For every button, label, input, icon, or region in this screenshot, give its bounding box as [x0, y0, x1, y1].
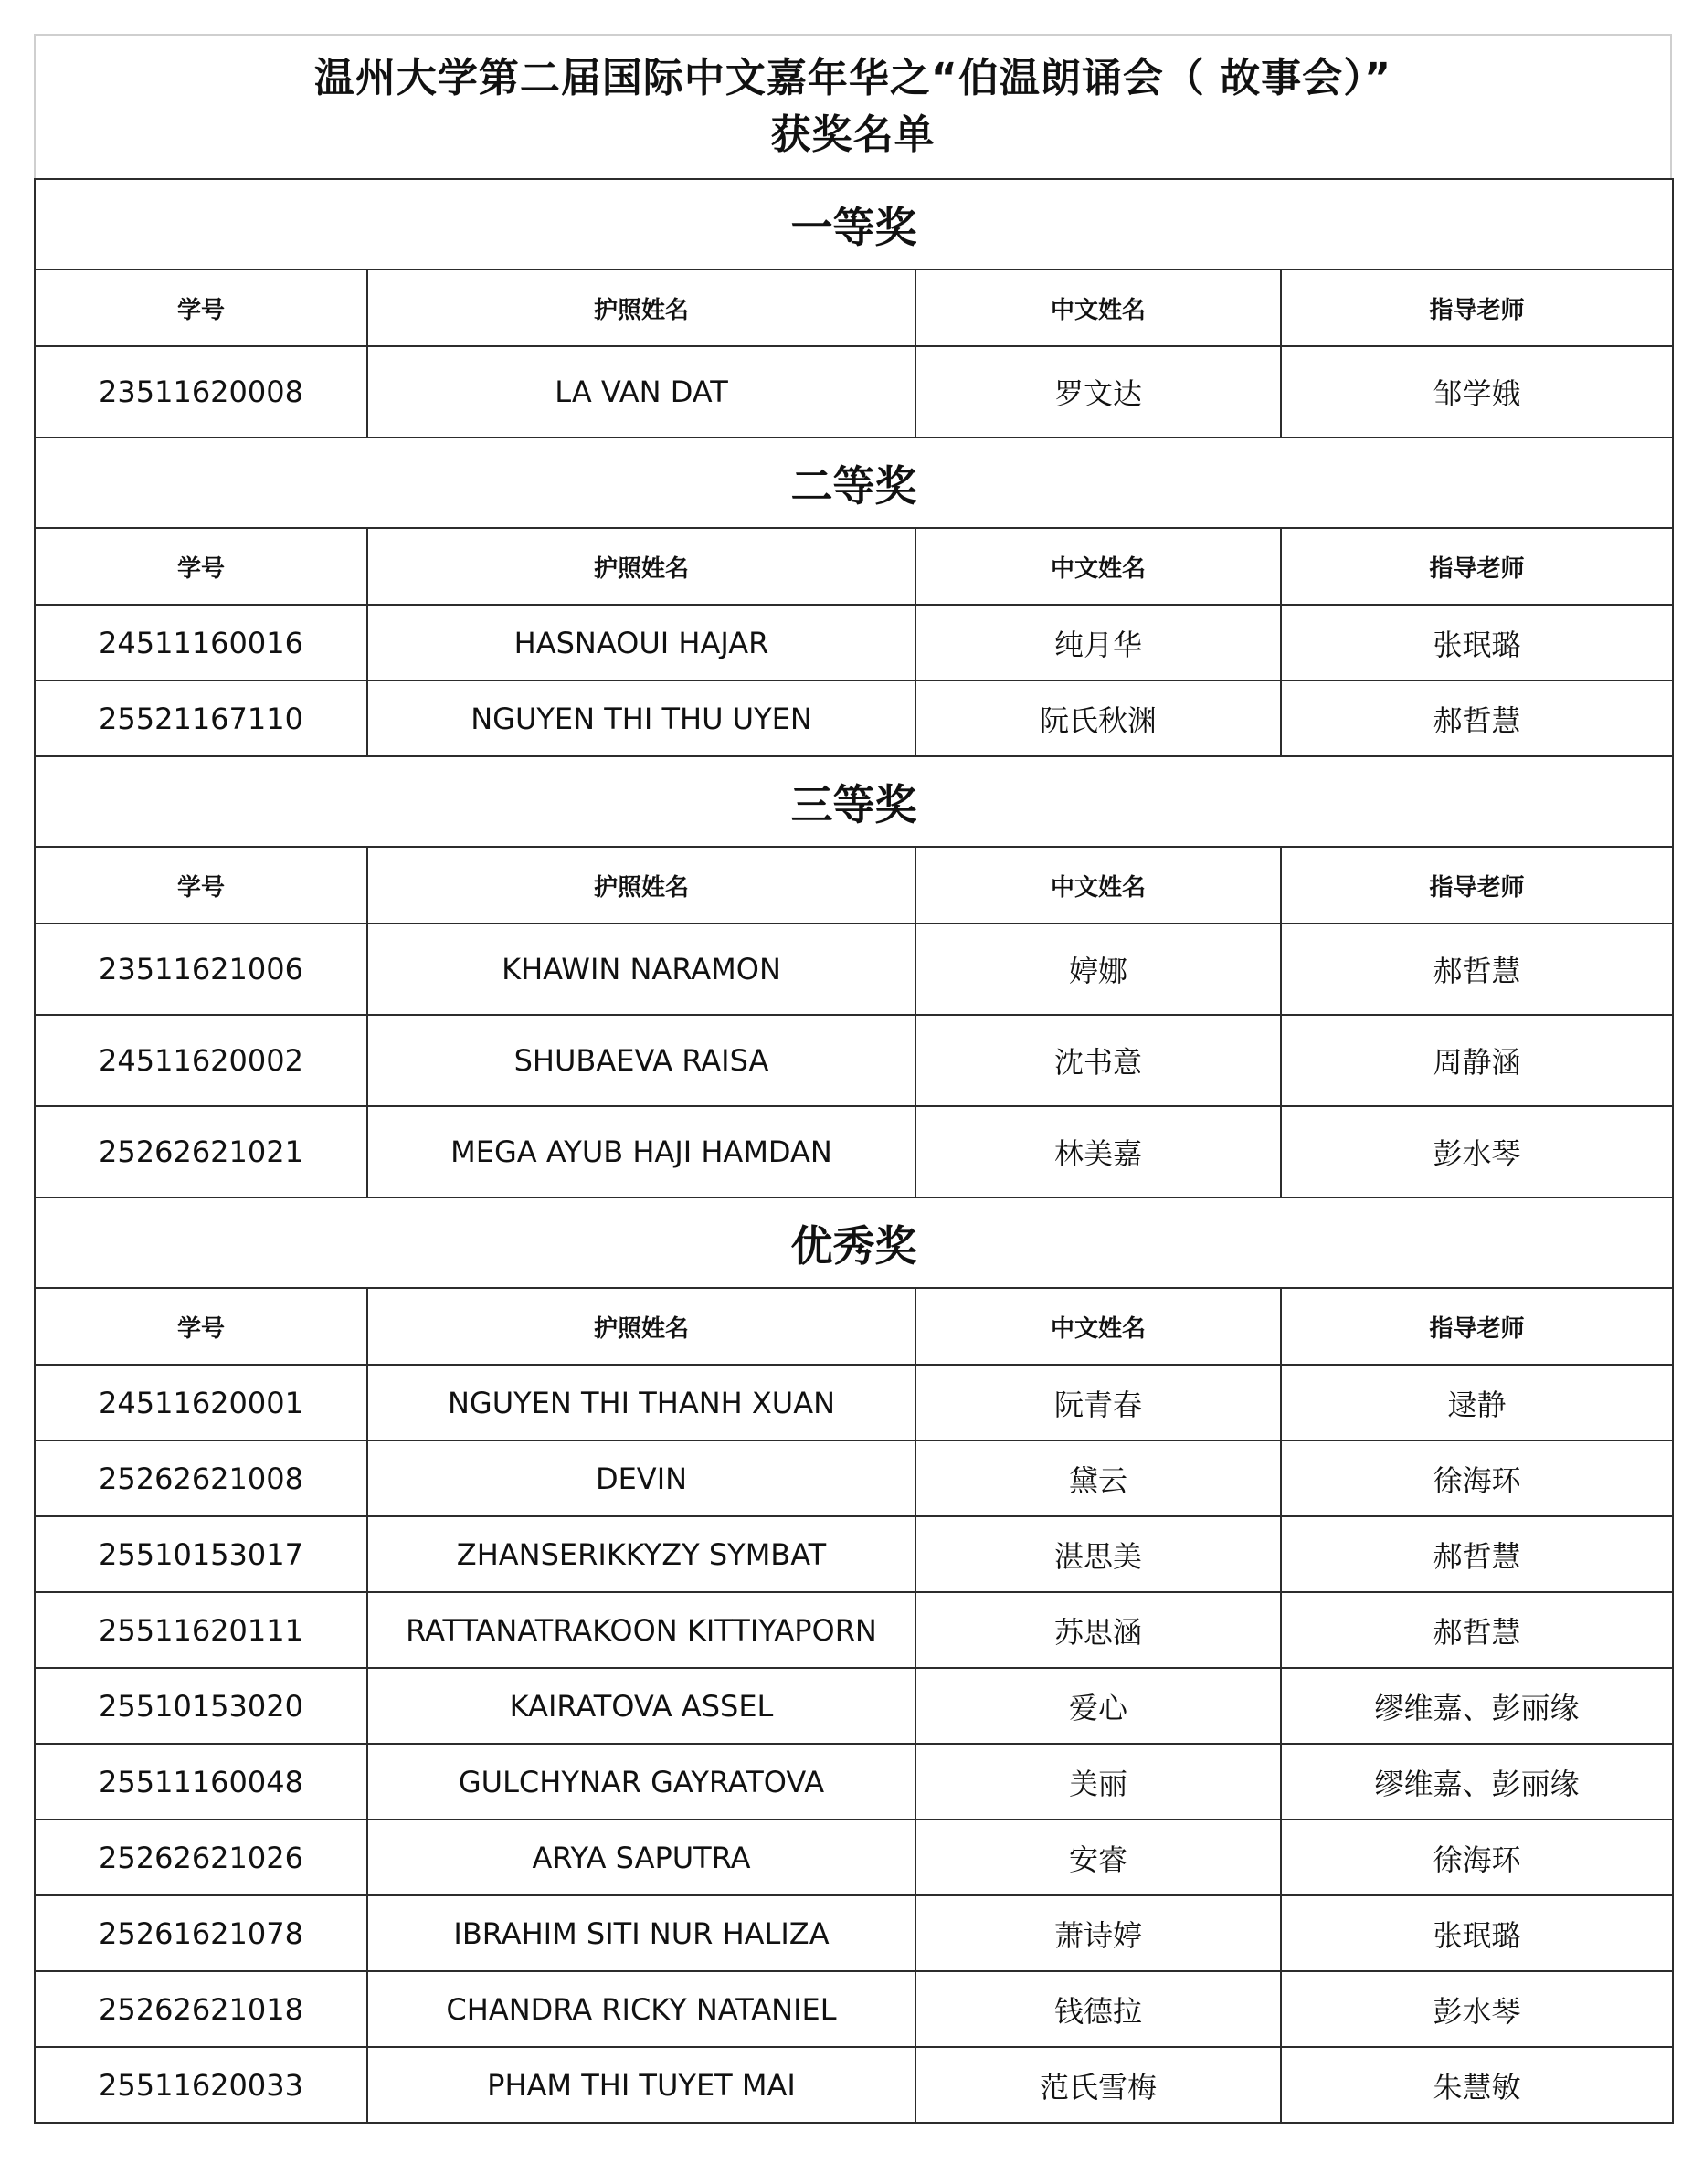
student-id-cell: 25261621078	[35, 1895, 367, 1971]
award-list-sheet	[34, 34, 1672, 2124]
student-id-cell: 23511621006	[35, 923, 367, 1015]
student-id-cell: 24511620002	[35, 1015, 367, 1106]
advisor-cell: 张珉璐	[1281, 605, 1673, 681]
table-row	[35, 1106, 1673, 1198]
award-table	[34, 178, 1674, 2124]
passport-name-cell: CHANDRA RICKY NATANIEL	[367, 1971, 915, 2047]
header-student-id: 学号	[35, 269, 367, 346]
header-student-id: 学号	[35, 1288, 367, 1365]
header-passport-name: 护照姓名	[367, 1288, 915, 1365]
column-header-row	[35, 847, 1673, 923]
header-passport-name: 护照姓名	[367, 847, 915, 923]
student-id-cell: 23511620008	[35, 346, 367, 438]
section-title-row	[35, 438, 1673, 528]
advisor-cell: 郝哲慧	[1281, 923, 1673, 1015]
table-row	[35, 1971, 1673, 2047]
section-title-row	[35, 756, 1673, 847]
advisor-cell: 缪维嘉、彭丽缘	[1281, 1744, 1673, 1820]
header-passport-name: 护照姓名	[367, 269, 915, 346]
student-id-cell: 25521167110	[35, 681, 367, 756]
student-id-cell: 25510153017	[35, 1516, 367, 1592]
student-id-cell: 25510153020	[35, 1668, 367, 1744]
section-title: 二等奖	[35, 438, 1673, 528]
passport-name-cell: DEVIN	[367, 1440, 915, 1516]
passport-name-cell: MEGA AYUB HAJI HAMDAN	[367, 1106, 915, 1198]
passport-name-cell: GULCHYNAR GAYRATOVA	[367, 1744, 915, 1820]
table-row	[35, 2047, 1673, 2123]
passport-name-cell: KHAWIN NARAMON	[367, 923, 915, 1015]
chinese-name-cell: 苏思涵	[915, 1592, 1281, 1668]
passport-name-cell: NGUYEN THI THU UYEN	[367, 681, 915, 756]
section-title: 三等奖	[35, 756, 1673, 847]
section-title: 优秀奖	[35, 1198, 1673, 1288]
student-id-cell: 25511620111	[35, 1592, 367, 1668]
section-title: 一等奖	[35, 179, 1673, 269]
table-row	[35, 923, 1673, 1015]
passport-name-cell: NGUYEN THI THANH XUAN	[367, 1365, 915, 1440]
student-id-cell: 25262621026	[35, 1820, 367, 1895]
student-id-cell: 24511620001	[35, 1365, 367, 1440]
student-id-cell: 25262621008	[35, 1440, 367, 1516]
chinese-name-cell: 阮青春	[915, 1365, 1281, 1440]
header-passport-name: 护照姓名	[367, 528, 915, 605]
passport-name-cell: ARYA SAPUTRA	[367, 1820, 915, 1895]
chinese-name-cell: 罗文达	[915, 346, 1281, 438]
advisor-cell: 张珉璐	[1281, 1895, 1673, 1971]
table-row	[35, 1820, 1673, 1895]
table-row	[35, 1015, 1673, 1106]
advisor-cell: 朱慧敏	[1281, 2047, 1673, 2123]
advisor-cell: 郝哲慧	[1281, 1592, 1673, 1668]
section-title-row	[35, 179, 1673, 269]
passport-name-cell: HASNAOUI HAJAR	[367, 605, 915, 681]
table-row	[35, 1668, 1673, 1744]
chinese-name-cell: 沈书意	[915, 1015, 1281, 1106]
student-id-cell: 24511160016	[35, 605, 367, 681]
advisor-cell: 邹学娥	[1281, 346, 1673, 438]
advisor-cell: 周静涵	[1281, 1015, 1673, 1106]
passport-name-cell: SHUBAEVA RAISA	[367, 1015, 915, 1106]
chinese-name-cell: 阮氏秋渊	[915, 681, 1281, 756]
advisor-cell: 徐海环	[1281, 1440, 1673, 1516]
chinese-name-cell: 林美嘉	[915, 1106, 1281, 1198]
document-title: 温州大学第二届国际中文嘉年华之“伯温朗诵会（ 故事会）”	[313, 55, 1392, 101]
passport-name-cell: KAIRATOVA ASSEL	[367, 1668, 915, 1744]
chinese-name-cell: 范氏雪梅	[915, 2047, 1281, 2123]
advisor-cell: 郝哲慧	[1281, 681, 1673, 756]
passport-name-cell: RATTANATRAKOON KITTIYAPORN	[367, 1592, 915, 1668]
header-advisor: 指导老师	[1281, 269, 1673, 346]
header-student-id: 学号	[35, 847, 367, 923]
header-chinese-name: 中文姓名	[915, 847, 1281, 923]
passport-name-cell: ZHANSERIKKYZY SYMBAT	[367, 1516, 915, 1592]
passport-name-cell: IBRAHIM SITI NUR HALIZA	[367, 1895, 915, 1971]
header-advisor: 指导老师	[1281, 847, 1673, 923]
table-row	[35, 1440, 1673, 1516]
passport-name-cell: PHAM THI TUYET MAI	[367, 2047, 915, 2123]
table-row	[35, 346, 1673, 438]
student-id-cell: 25511620033	[35, 2047, 367, 2123]
chinese-name-cell: 钱德拉	[915, 1971, 1281, 2047]
header-student-id: 学号	[35, 528, 367, 605]
table-row	[35, 1895, 1673, 1971]
header-chinese-name: 中文姓名	[915, 269, 1281, 346]
header-chinese-name: 中文姓名	[915, 528, 1281, 605]
header-advisor: 指导老师	[1281, 528, 1673, 605]
chinese-name-cell: 黛云	[915, 1440, 1281, 1516]
advisor-cell: 彭水琴	[1281, 1971, 1673, 2047]
column-header-row	[35, 1288, 1673, 1365]
column-header-row	[35, 269, 1673, 346]
table-row	[35, 1365, 1673, 1440]
advisor-cell: 彭水琴	[1281, 1106, 1673, 1198]
advisor-cell: 逯静	[1281, 1365, 1673, 1440]
advisor-cell: 郝哲慧	[1281, 1516, 1673, 1592]
chinese-name-cell: 纯月华	[915, 605, 1281, 681]
table-row	[35, 1592, 1673, 1668]
table-row	[35, 605, 1673, 681]
chinese-name-cell: 萧诗婷	[915, 1895, 1281, 1971]
advisor-cell: 缪维嘉、彭丽缘	[1281, 1668, 1673, 1744]
title-block	[34, 34, 1672, 178]
table-row	[35, 1516, 1673, 1592]
chinese-name-cell: 美丽	[915, 1744, 1281, 1820]
chinese-name-cell: 安睿	[915, 1820, 1281, 1895]
table-row	[35, 681, 1673, 756]
chinese-name-cell: 爱心	[915, 1668, 1281, 1744]
chinese-name-cell: 婷娜	[915, 923, 1281, 1015]
chinese-name-cell: 湛思美	[915, 1516, 1281, 1592]
section-title-row	[35, 1198, 1673, 1288]
advisor-cell: 徐海环	[1281, 1820, 1673, 1895]
student-id-cell: 25511160048	[35, 1744, 367, 1820]
student-id-cell: 25262621021	[35, 1106, 367, 1198]
table-row	[35, 1744, 1673, 1820]
student-id-cell: 25262621018	[35, 1971, 367, 2047]
passport-name-cell: LA VAN DAT	[367, 346, 915, 438]
header-advisor: 指导老师	[1281, 1288, 1673, 1365]
column-header-row	[35, 528, 1673, 605]
header-chinese-name: 中文姓名	[915, 1288, 1281, 1365]
document-subtitle: 获奖名单	[770, 111, 936, 158]
